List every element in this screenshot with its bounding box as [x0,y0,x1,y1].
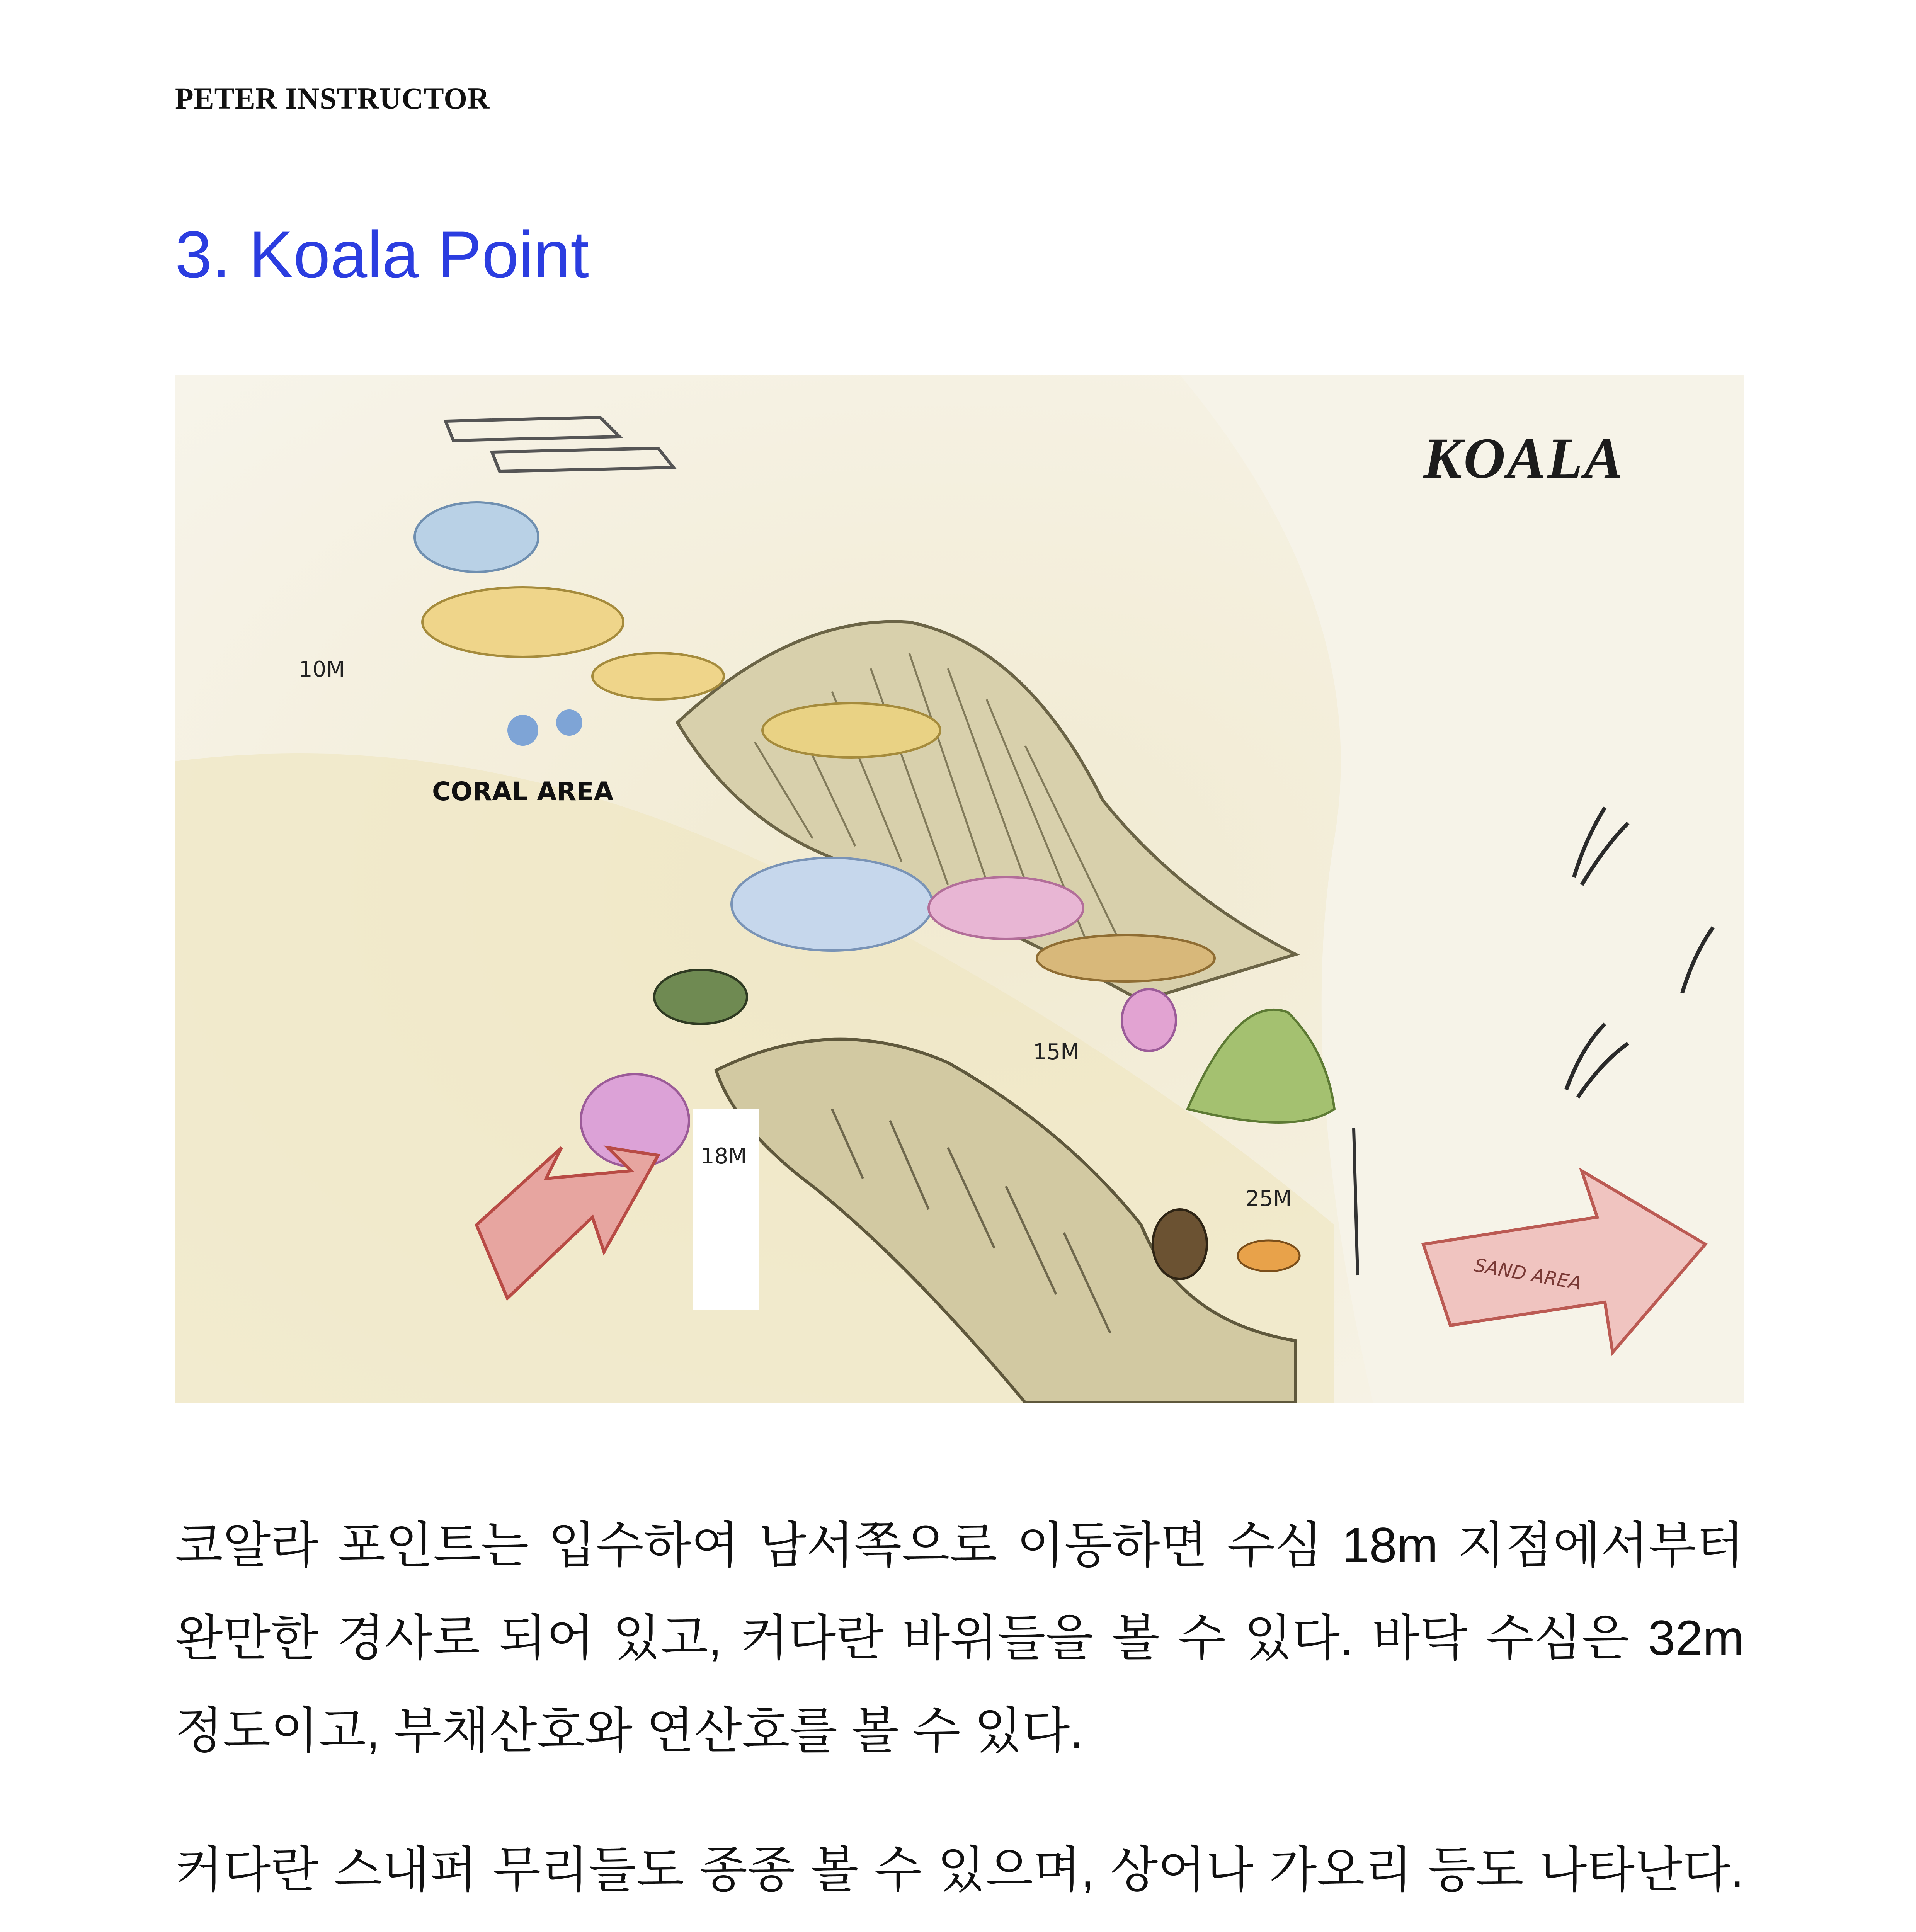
depth-label-18m: 18M [701,1144,747,1169]
paragraph-2: 커다란 스내퍼 무리들도 종종 볼 수 있으며, 상어나 가오리 등도 나타난다. [175,1842,1744,1898]
depth-label-25m: 25M [1246,1186,1292,1211]
depth-label-15m: 15M [1033,1039,1079,1065]
map-title-label: KOALA [1423,426,1625,490]
map-illustration [175,375,1744,1403]
dive-site-map [175,375,1744,1403]
coral-area-label: CORAL AREA [432,777,614,806]
depth-label-10m: 10M [299,657,345,682]
section-title: 3. Koala Point [175,218,589,292]
running-header: PETER INSTRUCTOR [175,82,490,115]
sand-area-label: SAND AREA [1472,1254,1583,1294]
paragraph-1: 코알라 포인트는 입수하여 남서쪽으로 이동하면 수심 18m 지점에서부터 완만한 경사로 되어 있고, 커다란 바위들을 볼 수 있다. 바닥 수심은 32m 정도이고, 부채산호와 연산호를 볼 수 있다. [175,1518,1744,1759]
